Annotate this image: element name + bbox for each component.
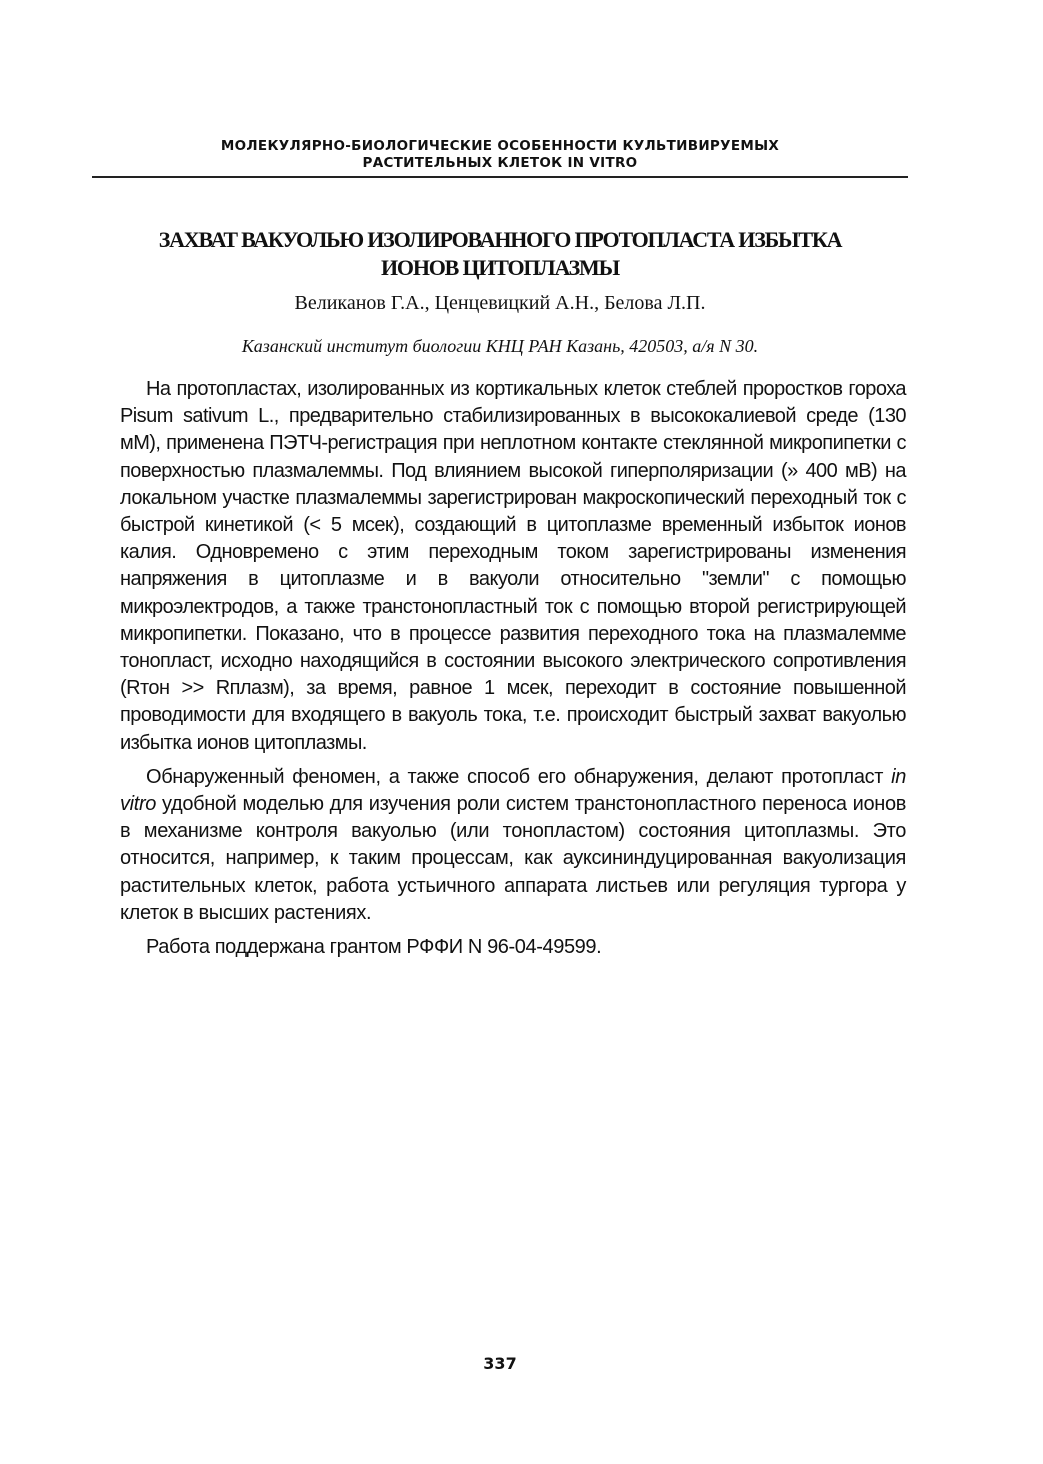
article-title-line-1: ЗАХВАТ ВАКУОЛЬЮ ИЗОЛИРОВАННОГО ПРОТОПЛАСТА ИЗБЫТКА [158,227,842,252]
grant-acknowledgement: Работа поддержана грантом РФФИ N 96-04-49599. [146,936,602,959]
article-body [120,376,906,968]
running-head-line-1: МОЛЕКУЛЯРНО-БИОЛОГИЧЕСКИЕ ОСОБЕННОСТИ КУЛЬТИВИРУЕМЫХ [220,138,780,154]
article-authors: Великанов Г.А., Ценцевицкий А.Н., Белова Л.П. [294,292,706,314]
page-number: 337 [483,1354,517,1373]
article-affiliation: Казанский институт биологии КНЦ РАН Казань, 420503, а/я N 30. [241,336,759,356]
paragraph-2-italic-term: in vitro [120,765,906,816]
paragraph-2-start: Обнаруженный феномен, а также способ его обнаружения, делают протопласт [146,765,892,788]
paragraph-2-end: удобной моделью для изучения роли систем транстонопластного переноса ионов в механизме контроля вакуолью (или тонопластом) состояния цитоплазмы. Это относится, например, к таким процессам, как ауксининдуцированная вакуолизация растительных клеток, работа устьичного аппарата листьев или регуляция тургора у клеток в высших растениях. [120,793,906,924]
running-head [92,138,908,172]
paragraph-1: На протопластах, изолированных из кортикальных клеток стеблей проростков гороха Pisum sativum L., предварительно стабилизированных в высококалиевой среде (130 мМ), применена ПЭТЧ-регистрация при неплотном контакте стеклянной микропипетки с поверхностью плазмалеммы. Под влиянием высокой гиперполяризации (» 400 мВ) на локальном участке плазмалеммы зарегистрирован макроскопический переходный ток с быстрой кинетикой (< 5 мсек), создающий в цитоплазме временный избыток ионов калия. Одновремено с этим переходным током зарегистрированы изменения напряжения в цитоплазме и в вакуоли относительно "земли" с помощью микроэлектродов, а также транстонопластный ток с помощью второй регистрирующей микропипетки. Показано, что в процессе развития переходного тока на плазмалемме тонопласт, исходно находящийся в состоянии высокого электрического сопротивления (Rтон >> Rплазм), за время, равное 1 мсек, переходит в состояние повышенной проводимости для входящего в вакуоль тока, т.е. происходит быстрый захват вакуолью избытка ионов цитоплазмы. [120,378,906,754]
article-title-line-2: ИОНОВ ЦИТОПЛАЗМЫ [381,255,619,280]
article-title [92,226,908,282]
header-divider [92,176,908,178]
running-head-line-2: РАСТИТЕЛЬНЫХ КЛЕТОК IN VITRO [362,155,638,171]
paragraph-2 [120,764,906,927]
